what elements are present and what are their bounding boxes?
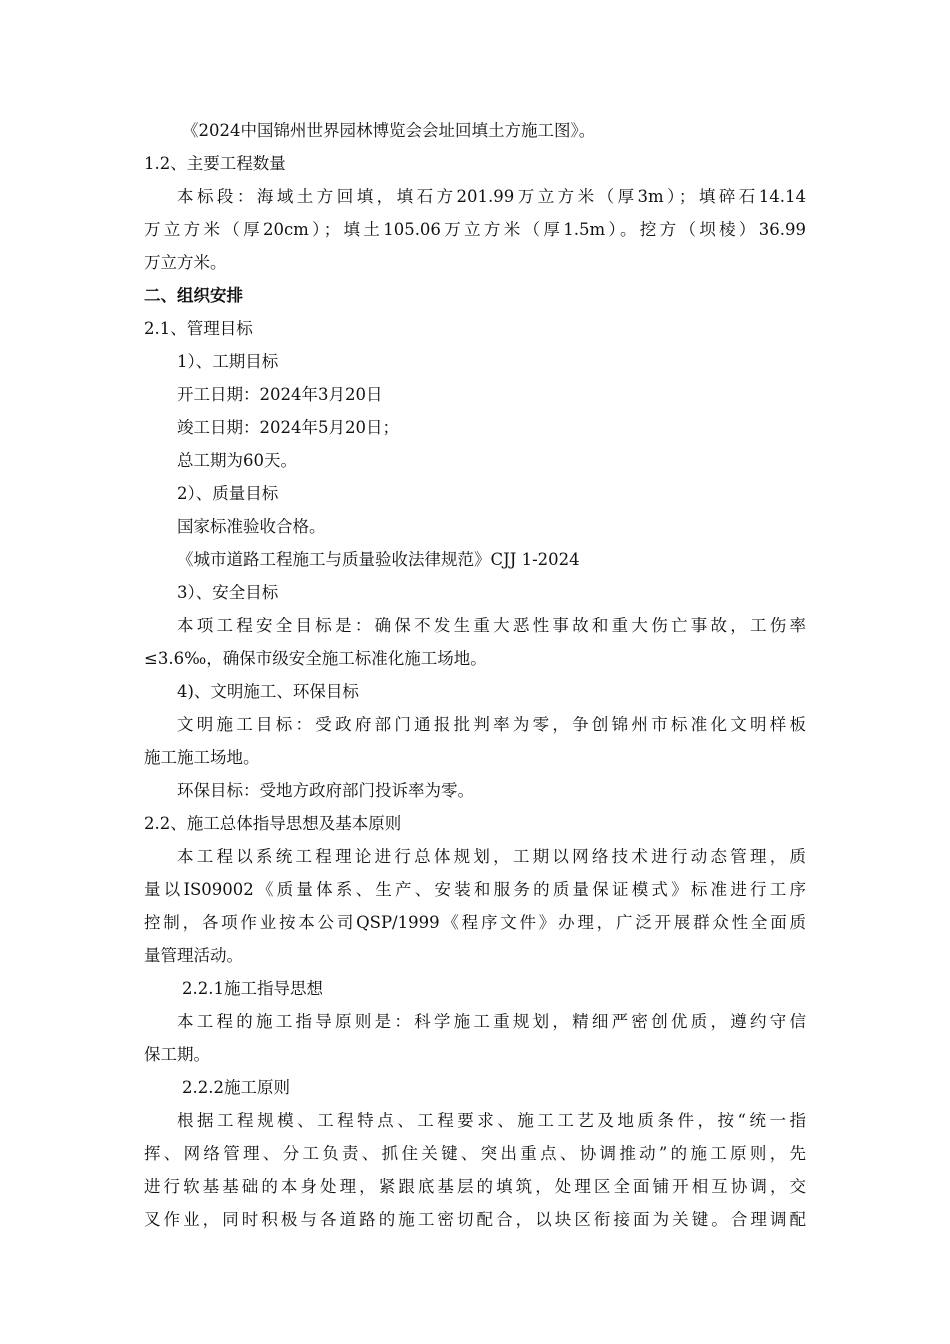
subheading-2-2-2: 2.2.2施工原则 <box>182 1078 290 1097</box>
quality-standard: 《城市道路工程施工与质量验收法律规范》CJJ 1-2024 <box>177 550 580 569</box>
start-date: 开工日期：2024年3月20日 <box>177 385 383 404</box>
paragraph-line: 保工期。 <box>144 1045 210 1064</box>
paragraph-line: 本工程以系统工程理论进行总体规划，工期以网络技术进行动态管理，质 <box>177 847 806 866</box>
paragraph-line: 量以IS09002《质量体系、生产、安装和服务的质量保证模式》标准进行工序 <box>144 880 806 899</box>
paragraph-line: 根据工程规模、工程特点、工程要求、施工工艺及地质条件，按“统一指 <box>177 1111 806 1130</box>
total-duration: 总工期为60天。 <box>177 451 297 470</box>
paragraph-line: 万立方米。 <box>144 253 227 272</box>
paragraph-line: 本工程的施工指导原则是：科学施工重规划，精细严密创优质，遵约守信 <box>177 1012 806 1031</box>
paragraph-line: 万立方米（厚20cm）；填土105.06万立方米（厚1.5m）。挖方（坝棱）36.99 <box>144 220 806 239</box>
paragraph-line: 本项工程安全目标是：确保不发生重大恶性事故和重大伤亡事故，工伤率 <box>177 616 806 635</box>
completion-date: 竣工日期：2024年5月20日； <box>177 418 399 437</box>
paragraph-line: 叉作业，同时积极与各道路的施工密切配合，以块区衔接面为关键。合理调配 <box>144 1210 806 1229</box>
paragraph-line: 文明施工目标：受政府部门通报批判率为零，争创锦州市标准化文明样板 <box>177 715 806 734</box>
chapter-heading: 二、组织安排 <box>144 286 243 305</box>
paragraph-line: 本标段：海域土方回填，填石方201.99万立方米（厚3m）；填碎石14.14 <box>177 187 806 206</box>
paragraph-line: ≤3.6‰，确保市级安全施工标准化施工场地。 <box>144 649 487 668</box>
subheading-civilized: 4)、文明施工、环保目标 <box>177 682 359 701</box>
paragraph-line: 挥、网络管理、分工负责、抓住关键、突出重点、协调推动”的施工原则，先 <box>144 1144 806 1163</box>
paragraph-line: 施工施工场地。 <box>144 748 260 767</box>
paragraph-line: 进行软基基础的本身处理，紧跟底基层的填筑，处理区全面铺开相互协调，交 <box>144 1177 806 1196</box>
document-body <box>144 114 806 1236</box>
environment-target: 环保目标：受地方政府部门投诉率为零。 <box>177 781 474 800</box>
subheading-2-2-1: 2.2.1施工指导思想 <box>182 979 323 998</box>
drawing-reference: 《2024中国锦州世界园林博览会会址回填土方施工图》。 <box>182 121 596 140</box>
section-heading-2-1: 2.1、管理目标 <box>144 319 253 338</box>
subheading-schedule: 1）、工期目标 <box>177 352 279 371</box>
paragraph-line: 控制，各项作业按本公司QSP/1999《程序文件》办理，广泛开展群众性全面质 <box>144 913 806 932</box>
paragraph-line: 量管理活动。 <box>144 946 243 965</box>
subheading-quality: 2）、质量目标 <box>177 484 279 503</box>
quality-target: 国家标准验收合格。 <box>177 517 326 536</box>
section-heading-1-2: 1.2、主要工程数量 <box>144 154 286 173</box>
subheading-safety: 3）、安全目标 <box>177 583 279 602</box>
section-heading-2-2: 2.2、施工总体指导思想及基本原则 <box>144 814 402 833</box>
